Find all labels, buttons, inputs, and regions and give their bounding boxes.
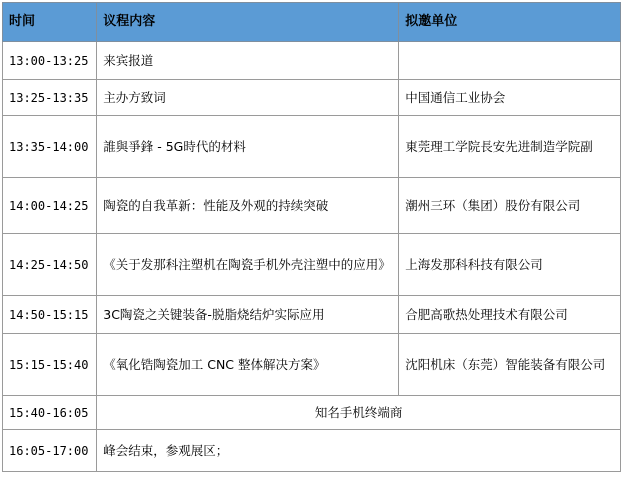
time-cell: 14:25-14:50 bbox=[3, 234, 97, 296]
topic-cell: 3C陶瓷之关键装备-脱脂烧结炉实际应用 bbox=[97, 296, 399, 334]
merged-cell: 知名手机终端商 bbox=[97, 396, 621, 430]
topic-cell: 誰與爭鋒 - 5G時代的材料 bbox=[97, 116, 399, 178]
table-row bbox=[3, 334, 621, 396]
org-cell: 東莞理工学院長安先进制造学院副 bbox=[399, 116, 621, 178]
table-row bbox=[3, 42, 621, 80]
org-cell: 沈阳机床（东莞）智能装备有限公司 bbox=[399, 334, 621, 396]
org-cell: 合肥高歌热处理技术有限公司 bbox=[399, 296, 621, 334]
time-cell: 15:40-16:05 bbox=[3, 396, 97, 430]
table-row bbox=[3, 116, 621, 178]
topic-cell: 陶瓷的自我革新：性能及外观的持续突破 bbox=[97, 178, 399, 234]
table-row bbox=[3, 234, 621, 296]
time-cell: 14:00-14:25 bbox=[3, 178, 97, 234]
table-row bbox=[3, 396, 621, 430]
header-org: 拟邀单位 bbox=[399, 3, 621, 42]
table-row bbox=[3, 296, 621, 334]
org-cell bbox=[399, 42, 621, 80]
time-cell: 13:00-13:25 bbox=[3, 42, 97, 80]
merged-cell: 峰会结束，参观展区； bbox=[97, 430, 621, 472]
topic-cell: 《关于发那科注塑机在陶瓷手机外壳注塑中的应用》 bbox=[97, 234, 399, 296]
header-row bbox=[3, 3, 621, 42]
time-cell: 13:25-13:35 bbox=[3, 80, 97, 116]
org-cell: 上海发那科科技有限公司 bbox=[399, 234, 621, 296]
table-row bbox=[3, 430, 621, 472]
topic-cell: 主办方致词 bbox=[97, 80, 399, 116]
table-row bbox=[3, 178, 621, 234]
time-cell: 16:05-17:00 bbox=[3, 430, 97, 472]
time-cell: 14:50-15:15 bbox=[3, 296, 97, 334]
header-time: 时间 bbox=[3, 3, 97, 42]
org-cell: 潮州三环（集团）股份有限公司 bbox=[399, 178, 621, 234]
time-cell: 13:35-14:00 bbox=[3, 116, 97, 178]
header-topic: 议程内容 bbox=[97, 3, 399, 42]
topic-cell: 《氧化锆陶瓷加工 CNC 整体解决方案》 bbox=[97, 334, 399, 396]
topic-cell: 来宾报道 bbox=[97, 42, 399, 80]
org-cell: 中国通信工业协会 bbox=[399, 80, 621, 116]
time-cell: 15:15-15:40 bbox=[3, 334, 97, 396]
agenda-table bbox=[2, 2, 621, 472]
table-row bbox=[3, 80, 621, 116]
